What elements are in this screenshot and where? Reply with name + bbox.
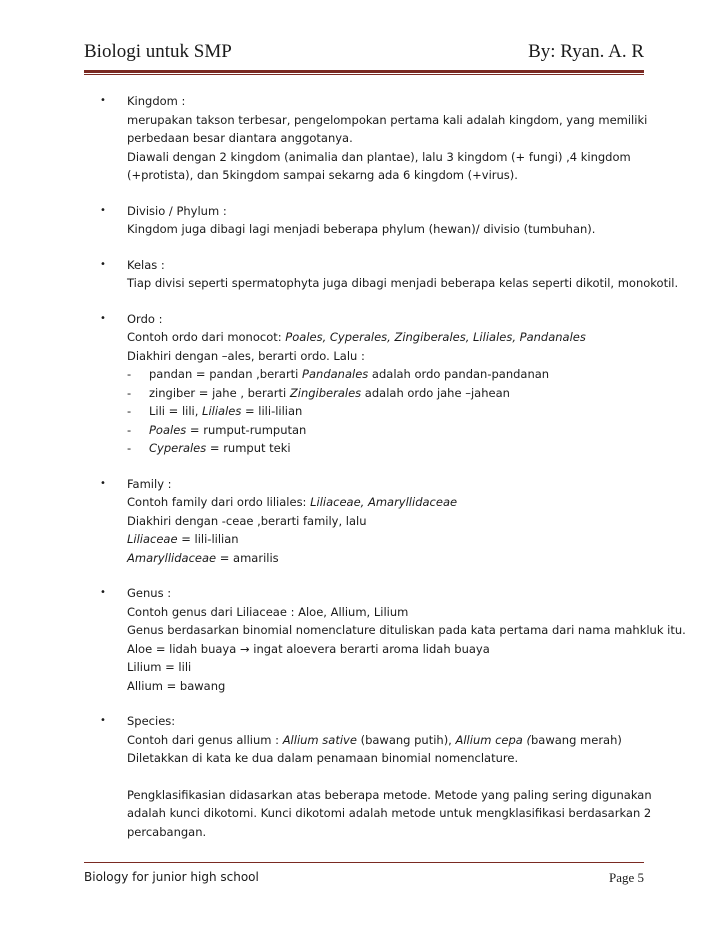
- sub-item: [127, 384, 656, 403]
- italic-span: Liliaceae, Amaryllidaceae: [310, 495, 458, 509]
- bullet-icon: •: [100, 477, 106, 489]
- dash: -: [127, 422, 132, 437]
- bullet-icon: •: [100, 95, 106, 106]
- text-span: = amarilis: [216, 550, 279, 565]
- text-line: [127, 493, 656, 512]
- text-line: Lilium = lili: [127, 660, 192, 674]
- list-item-kingdom: [96, 92, 656, 185]
- item-title: Genus :: [127, 586, 172, 600]
- italic-span: Poales: [149, 422, 187, 437]
- header-rule-thick: [84, 70, 644, 73]
- list-item-family: [96, 475, 656, 568]
- text-line: adalah kunci dikotomi. Kunci dikotomi adalah metode untuk mengklasifikasi berdasarkan 2: [127, 806, 652, 820]
- header-author: By: Ryan. A. R: [528, 41, 644, 62]
- text-line: merupakan takson terbesar, pengelompokan pertama kali adalah kingdom, yang memiliki: [127, 112, 648, 127]
- sub-item: [127, 421, 656, 440]
- text-line: Diakhiri dengan –ales, berarti ordo. Lalu :: [127, 348, 365, 363]
- text-line: Kingdom juga dibagi lagi menjadi beberapa phylum (hewan)/ divisio (tumbuhan).: [127, 222, 596, 236]
- text-line: Pengklasifikasian didasarkan atas beberapa metode. Metode yang paling sering digunakan: [127, 787, 652, 802]
- bullet-icon: •: [100, 312, 106, 324]
- text-line: (+protista), dan 5kingdom sampai sekarng ada 6 kingdom (+virus).: [127, 168, 518, 182]
- text-span: = rumput-rumputan: [186, 422, 307, 437]
- text-span: = rumput teki: [206, 441, 291, 455]
- text-span: Contoh ordo dari monocot:: [127, 330, 286, 344]
- bullet-icon: •: [100, 587, 106, 598]
- text-line: [127, 549, 656, 568]
- header-rule-thin: [84, 74, 644, 75]
- text-span: = lili-lilian: [241, 404, 303, 418]
- bullet-icon: •: [100, 204, 106, 216]
- text-line: percabangan.: [127, 824, 207, 839]
- italic-span: Allium cepa (: [455, 732, 531, 747]
- text-span: Lili = lili,: [149, 404, 203, 418]
- text-line: Diakhiri dengan -ceae ,berarti family, lalu: [127, 513, 367, 528]
- italic-span: Poales, Cyperales, Zingiberales, Liliales, Pandanales: [285, 330, 586, 344]
- item-title: Family :: [127, 476, 172, 491]
- item-title: Ordo :: [127, 311, 163, 326]
- italic-span: Liliaceae: [127, 532, 178, 546]
- italic-span: Zingiberales: [289, 385, 362, 400]
- text-line: [127, 731, 656, 750]
- text-line: [127, 640, 656, 659]
- bullet-icon: •: [100, 258, 106, 270]
- list-item-ordo: [96, 310, 656, 458]
- text-line: Contoh genus dari Liliaceae : Aloe, Allium, Lilium: [127, 604, 409, 619]
- list-item-genus: [96, 584, 686, 695]
- text-span: Aloe = lidah buaya: [127, 641, 240, 656]
- text-span: (bawang putih),: [356, 732, 456, 747]
- text-line: Tiap divisi seperti spermatophyta juga dibagi menjadi beberapa kelas seperti dikotil, monokotil.: [127, 276, 679, 290]
- text-span: ingat aloevera berarti aroma lidah buaya: [249, 641, 490, 656]
- text-line: Genus berdasarkan binomial nomenclature dituliskan pada kata pertama dari nama mahkluk itu.: [127, 623, 686, 637]
- sub-item: [127, 439, 656, 458]
- text-span: adalah ordo jahe –jahean: [361, 385, 510, 400]
- text-line: [127, 530, 656, 549]
- text-span: Contoh dari genus allium :: [127, 732, 283, 747]
- item-title: Divisio / Phylum :: [127, 203, 227, 218]
- text-line: Allium = bawang: [127, 678, 226, 693]
- item-title: Kingdom :: [127, 94, 186, 108]
- list-item-kelas: [96, 256, 679, 293]
- italic-span: Amaryllidaceae: [127, 550, 217, 565]
- item-title: Species:: [127, 714, 176, 728]
- bullet-icon: •: [100, 715, 106, 726]
- italic-span: Pandanales: [302, 367, 369, 381]
- italic-span: Liliales: [202, 404, 242, 418]
- list-item-divisio: [96, 202, 656, 239]
- list-item-species: [96, 712, 656, 841]
- text-span: = lili-lilian: [177, 532, 239, 546]
- dash: -: [127, 404, 132, 418]
- text-line: [127, 328, 656, 347]
- page-body: [96, 92, 686, 858]
- dash: -: [127, 441, 132, 455]
- item-title: Kelas :: [127, 257, 165, 272]
- text-span: zingiber = jahe , berarti: [149, 385, 290, 400]
- dash: -: [127, 367, 132, 381]
- footer-rule: [84, 862, 644, 863]
- text-span: adalah ordo pandan-pandanan: [368, 367, 550, 381]
- text-line: Diawali dengan 2 kingdom (animalia dan plantae), lalu 3 kingdom (+ fungi) ,4 kingdom: [127, 149, 631, 164]
- italic-span: Allium sative: [282, 732, 357, 747]
- text-span: pandan = pandan ,berarti: [149, 367, 303, 381]
- header-title: Biologi untuk SMP: [84, 41, 232, 62]
- sub-item: [127, 402, 656, 421]
- arrow-icon: →: [239, 641, 250, 656]
- paragraph-gap: [127, 768, 656, 786]
- text-line: perbedaan besar diantara anggotanya.: [127, 131, 353, 145]
- sub-item: [127, 365, 656, 384]
- page-header: [84, 41, 644, 67]
- footer-title: Biology for junior high school: [84, 870, 259, 884]
- italic-span: Cyperales: [149, 441, 207, 455]
- text-span: Contoh family dari ordo liliales:: [127, 495, 311, 509]
- dash: -: [127, 385, 132, 400]
- text-line: Diletakkan di kata ke dua dalam penamaan binomial nomenclature.: [127, 751, 519, 765]
- text-span: bawang merah): [531, 732, 622, 747]
- page-number: Page 5: [608, 870, 644, 885]
